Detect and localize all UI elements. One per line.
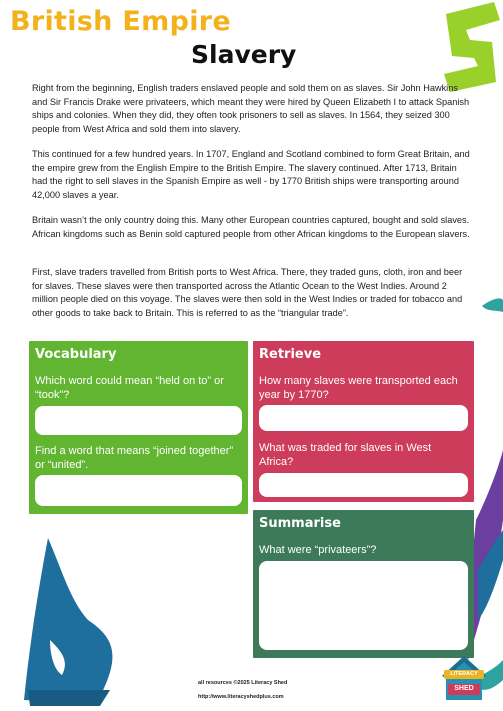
s-logo-icon: [444, 2, 500, 92]
paragraph-2: This continued for a few hundred years. In 1707, England and Scotland combined to form Great Britain, and the empire grew from the English Empire to the British Empire. The slavery continued. After 1713, Britain had the right to sell slaves in the Spanish Empire as well - by 1770 British ships were transporting around 42,000 slaves a year.: [32, 149, 470, 200]
vocabulary-answer-1-field[interactable]: [35, 406, 242, 435]
vocabulary-answer-2-field[interactable]: [35, 475, 242, 506]
summarise-title: Summarise: [259, 516, 341, 531]
retrieve-box: [253, 341, 474, 502]
summarise-answer-field[interactable]: [259, 561, 468, 650]
paragraph-4: First, slave traders travelled from British ports to West Africa. There, they traded guns, cloth, iron and beer for slaves. These slaves were then transported across the Atlantic Ocean to the West Indies. Around 2 million people died on this voyage. The slaves were then sold in the West Indies or traded for tobacco and other goods to take back to Britain. This is referred to as the “triangular trade”.: [32, 267, 463, 318]
literacy-shed-logo: [440, 656, 488, 704]
logo-text-bottom: SHED: [454, 685, 474, 692]
paragraph-1: Right from the beginning, English traders enslaved people and sold them on as slaves. Sir John Hawkins and Sir Francis Drake were privateers, which meant they were hired by Queen Elizabeth I to attack Spanish ships and colonies. When they did, they often took prisoners to sell as slaves. In 1564, they seized 300 people from West Africa and sold them into slavery.: [32, 83, 470, 134]
blue-triangle-splash: [24, 538, 112, 706]
retrieve-question-2: What was traded for slaves in West Africa?: [259, 442, 432, 468]
paragraph-3: Britain wasn’t the only country doing this. Many other European countries captured, bought and sold slaves. African kingdoms such as Benin sold captured people from other African kingdoms to the European slavers.: [32, 215, 470, 239]
retrieve-answer-2-field[interactable]: [259, 473, 468, 497]
summarise-box: [253, 510, 474, 658]
vocabulary-question-1: Which word could mean “held on to” or “took”?: [35, 375, 224, 401]
vocabulary-box: [29, 341, 248, 514]
vocabulary-title: Vocabulary: [35, 347, 117, 362]
vocabulary-question-2: Find a word that means “joined together” or “united”.: [35, 445, 234, 471]
retrieve-title: Retrieve: [259, 347, 322, 362]
summarise-question-1: What were “privateers”?: [259, 544, 377, 556]
title-british-empire: British Empire: [10, 6, 231, 37]
retrieve-answer-1-field[interactable]: [259, 405, 468, 431]
footer-url[interactable]: http://www.literacyshedplus.com: [198, 694, 284, 700]
title-slavery: Slavery: [191, 40, 297, 69]
literacy-shed-logo-icon: [440, 656, 488, 704]
footer-copyright: all resources ©2025 Literacy Shed: [198, 680, 288, 686]
retrieve-question-1: How many slaves were transported each year by 1770?: [259, 375, 458, 401]
logo-text-top: LITERACY: [450, 671, 478, 677]
